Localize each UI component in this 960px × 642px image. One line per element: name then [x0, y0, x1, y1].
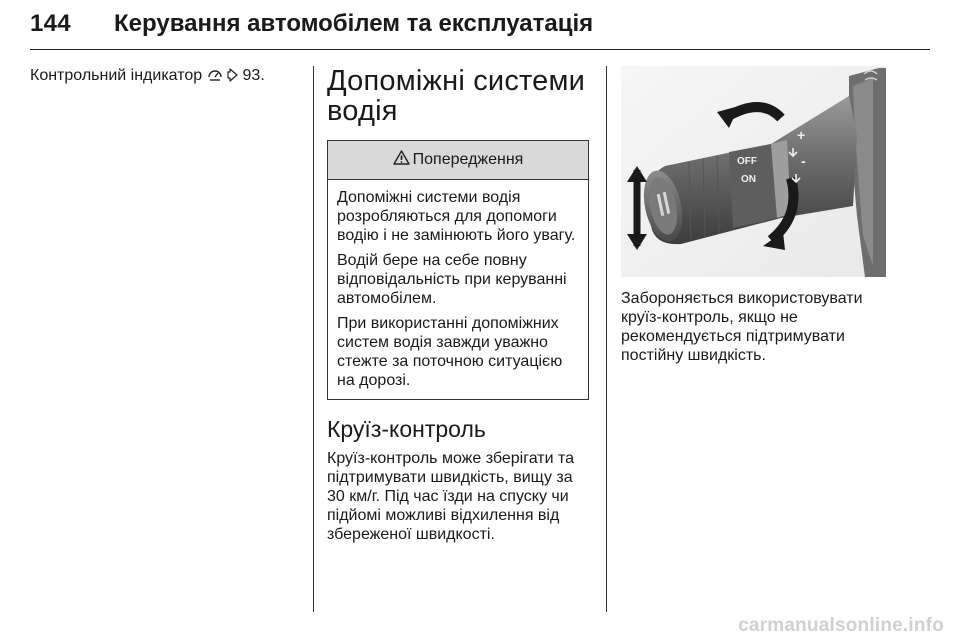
column-2: [327, 66, 593, 544]
cruise-control-stalk-illustration: [621, 66, 886, 277]
page-reference-icon: [227, 68, 238, 87]
plus-label: +: [797, 127, 806, 143]
reference-page: 93.: [242, 67, 265, 84]
watermark: carmanualsonline.info: [738, 615, 944, 636]
cruise-control-warning-paragraph: Забороняється використовувати круїз-контроль, якщо не рекомендується підтримувати постійну швидкість.: [621, 290, 863, 364]
cruise-control-indicator-icon: [207, 67, 223, 87]
warning-paragraph: Водій бере на себе повну відповідальність при керуванні автомобілем.: [337, 252, 567, 307]
minus-label: -: [801, 153, 806, 169]
column-3: [621, 66, 886, 365]
on-label: ON: [741, 174, 756, 185]
warning-paragraph: Допоміжні системи водія розробляються для допомоги водію і не замінюють його увагу.: [337, 189, 576, 244]
subsection-heading: Круїз-контроль: [327, 416, 486, 442]
cruise-control-paragraph: Круїз-контроль може зберігати та підтримувати швидкість, вищу за 30 км/г. Під час їзди на спуску чи підйомі можливі відхилення від збереженої швидкості.: [327, 450, 574, 543]
warning-body: [328, 180, 588, 399]
header-rule: [30, 49, 930, 50]
indicator-reference: [30, 66, 300, 87]
column-1: [30, 66, 300, 87]
page-title: Керування автомобілем та експлуатація: [114, 10, 594, 37]
column-divider-2: [606, 66, 607, 612]
warning-triangle-icon: [393, 150, 410, 170]
warning-paragraph: При використанні допоміжних систем водія завжди уважно стежте за поточною ситуацією на дорозі.: [337, 315, 563, 389]
warning-title: Попередження: [412, 151, 524, 168]
section-heading: Допоміжні системи водія: [327, 65, 586, 127]
column-divider-1: [313, 66, 314, 612]
off-label: OFF: [737, 156, 757, 167]
indicator-text: Контрольний індикатор: [30, 67, 203, 84]
page-number: 144: [30, 10, 71, 37]
warning-box: [327, 140, 589, 400]
warning-header: [328, 141, 588, 180]
